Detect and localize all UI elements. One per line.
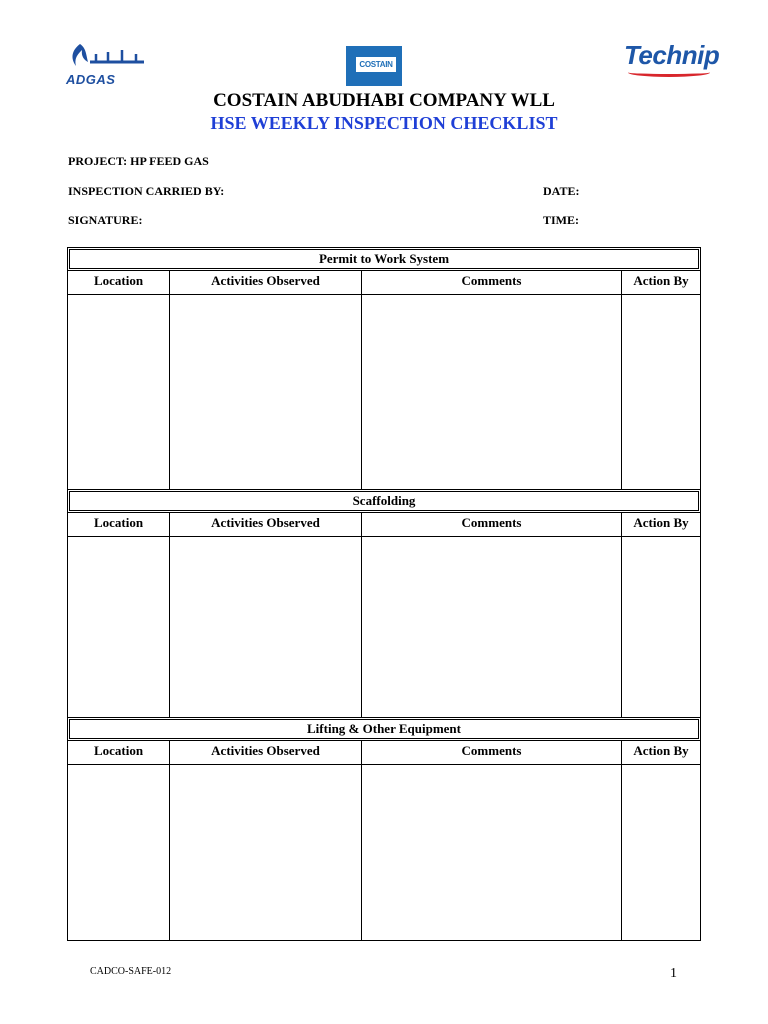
column-header-activities: Activities Observed (170, 513, 361, 537)
technip-swoosh-icon (628, 68, 710, 77)
column-header-action-by: Action By (622, 271, 700, 295)
comments-column[interactable] (362, 271, 622, 490)
costain-logo (346, 46, 402, 86)
adgas-logo (66, 40, 150, 90)
checklist-table (68, 512, 700, 718)
adgas-flame-icon (66, 40, 150, 74)
section-permit-to-work (67, 247, 701, 490)
adgas-wordmark: ADGAS (66, 72, 116, 87)
date-field: DATE: (543, 184, 580, 198)
column-header-comments: Comments (362, 741, 621, 765)
column-header-location: Location (68, 271, 169, 295)
activities-column[interactable] (170, 271, 362, 490)
column-header-location: Location (68, 513, 169, 537)
column-header-comments: Comments (362, 513, 621, 537)
time-field: TIME: (543, 213, 579, 227)
project-field: PROJECT: HP FEED GAS (68, 154, 209, 168)
column-header-activities: Activities Observed (170, 741, 361, 765)
action-by-column[interactable] (622, 271, 700, 490)
comments-column[interactable] (362, 741, 622, 941)
checklist-table (68, 740, 700, 941)
signature-field: SIGNATURE: (68, 213, 143, 227)
document-code: CADCO-SAFE-012 (90, 966, 172, 977)
company-name: COSTAIN ABUDHABI COMPANY WLL (213, 90, 555, 111)
activities-column[interactable] (170, 513, 362, 718)
column-header-action-by: Action By (622, 741, 700, 765)
column-header-location: Location (68, 741, 169, 765)
technip-wordmark: Technip (624, 40, 720, 70)
column-header-action-by: Action By (622, 513, 700, 537)
section-title: Scaffolding (69, 491, 699, 511)
location-column[interactable] (68, 741, 170, 941)
section-title: Lifting & Other Equipment (69, 719, 699, 739)
activities-column[interactable] (170, 741, 362, 941)
inspection-by-field: INSPECTION CARRIED BY: (68, 184, 225, 198)
section-title: Permit to Work System (69, 249, 699, 269)
section-scaffolding (67, 489, 701, 718)
costain-wordmark: COSTAIN (356, 57, 396, 72)
location-column[interactable] (68, 513, 170, 718)
page-number: 1 (670, 966, 677, 981)
checklist-table (68, 270, 700, 490)
document-title: HSE WEEKLY INSPECTION CHECKLIST (210, 113, 558, 133)
action-by-column[interactable] (622, 741, 700, 941)
location-column[interactable] (68, 271, 170, 490)
action-by-column[interactable] (622, 513, 700, 718)
section-lifting-equipment (67, 717, 701, 941)
technip-logo (624, 40, 720, 80)
column-header-activities: Activities Observed (170, 271, 361, 295)
comments-column[interactable] (362, 513, 622, 718)
column-header-comments: Comments (362, 271, 621, 295)
